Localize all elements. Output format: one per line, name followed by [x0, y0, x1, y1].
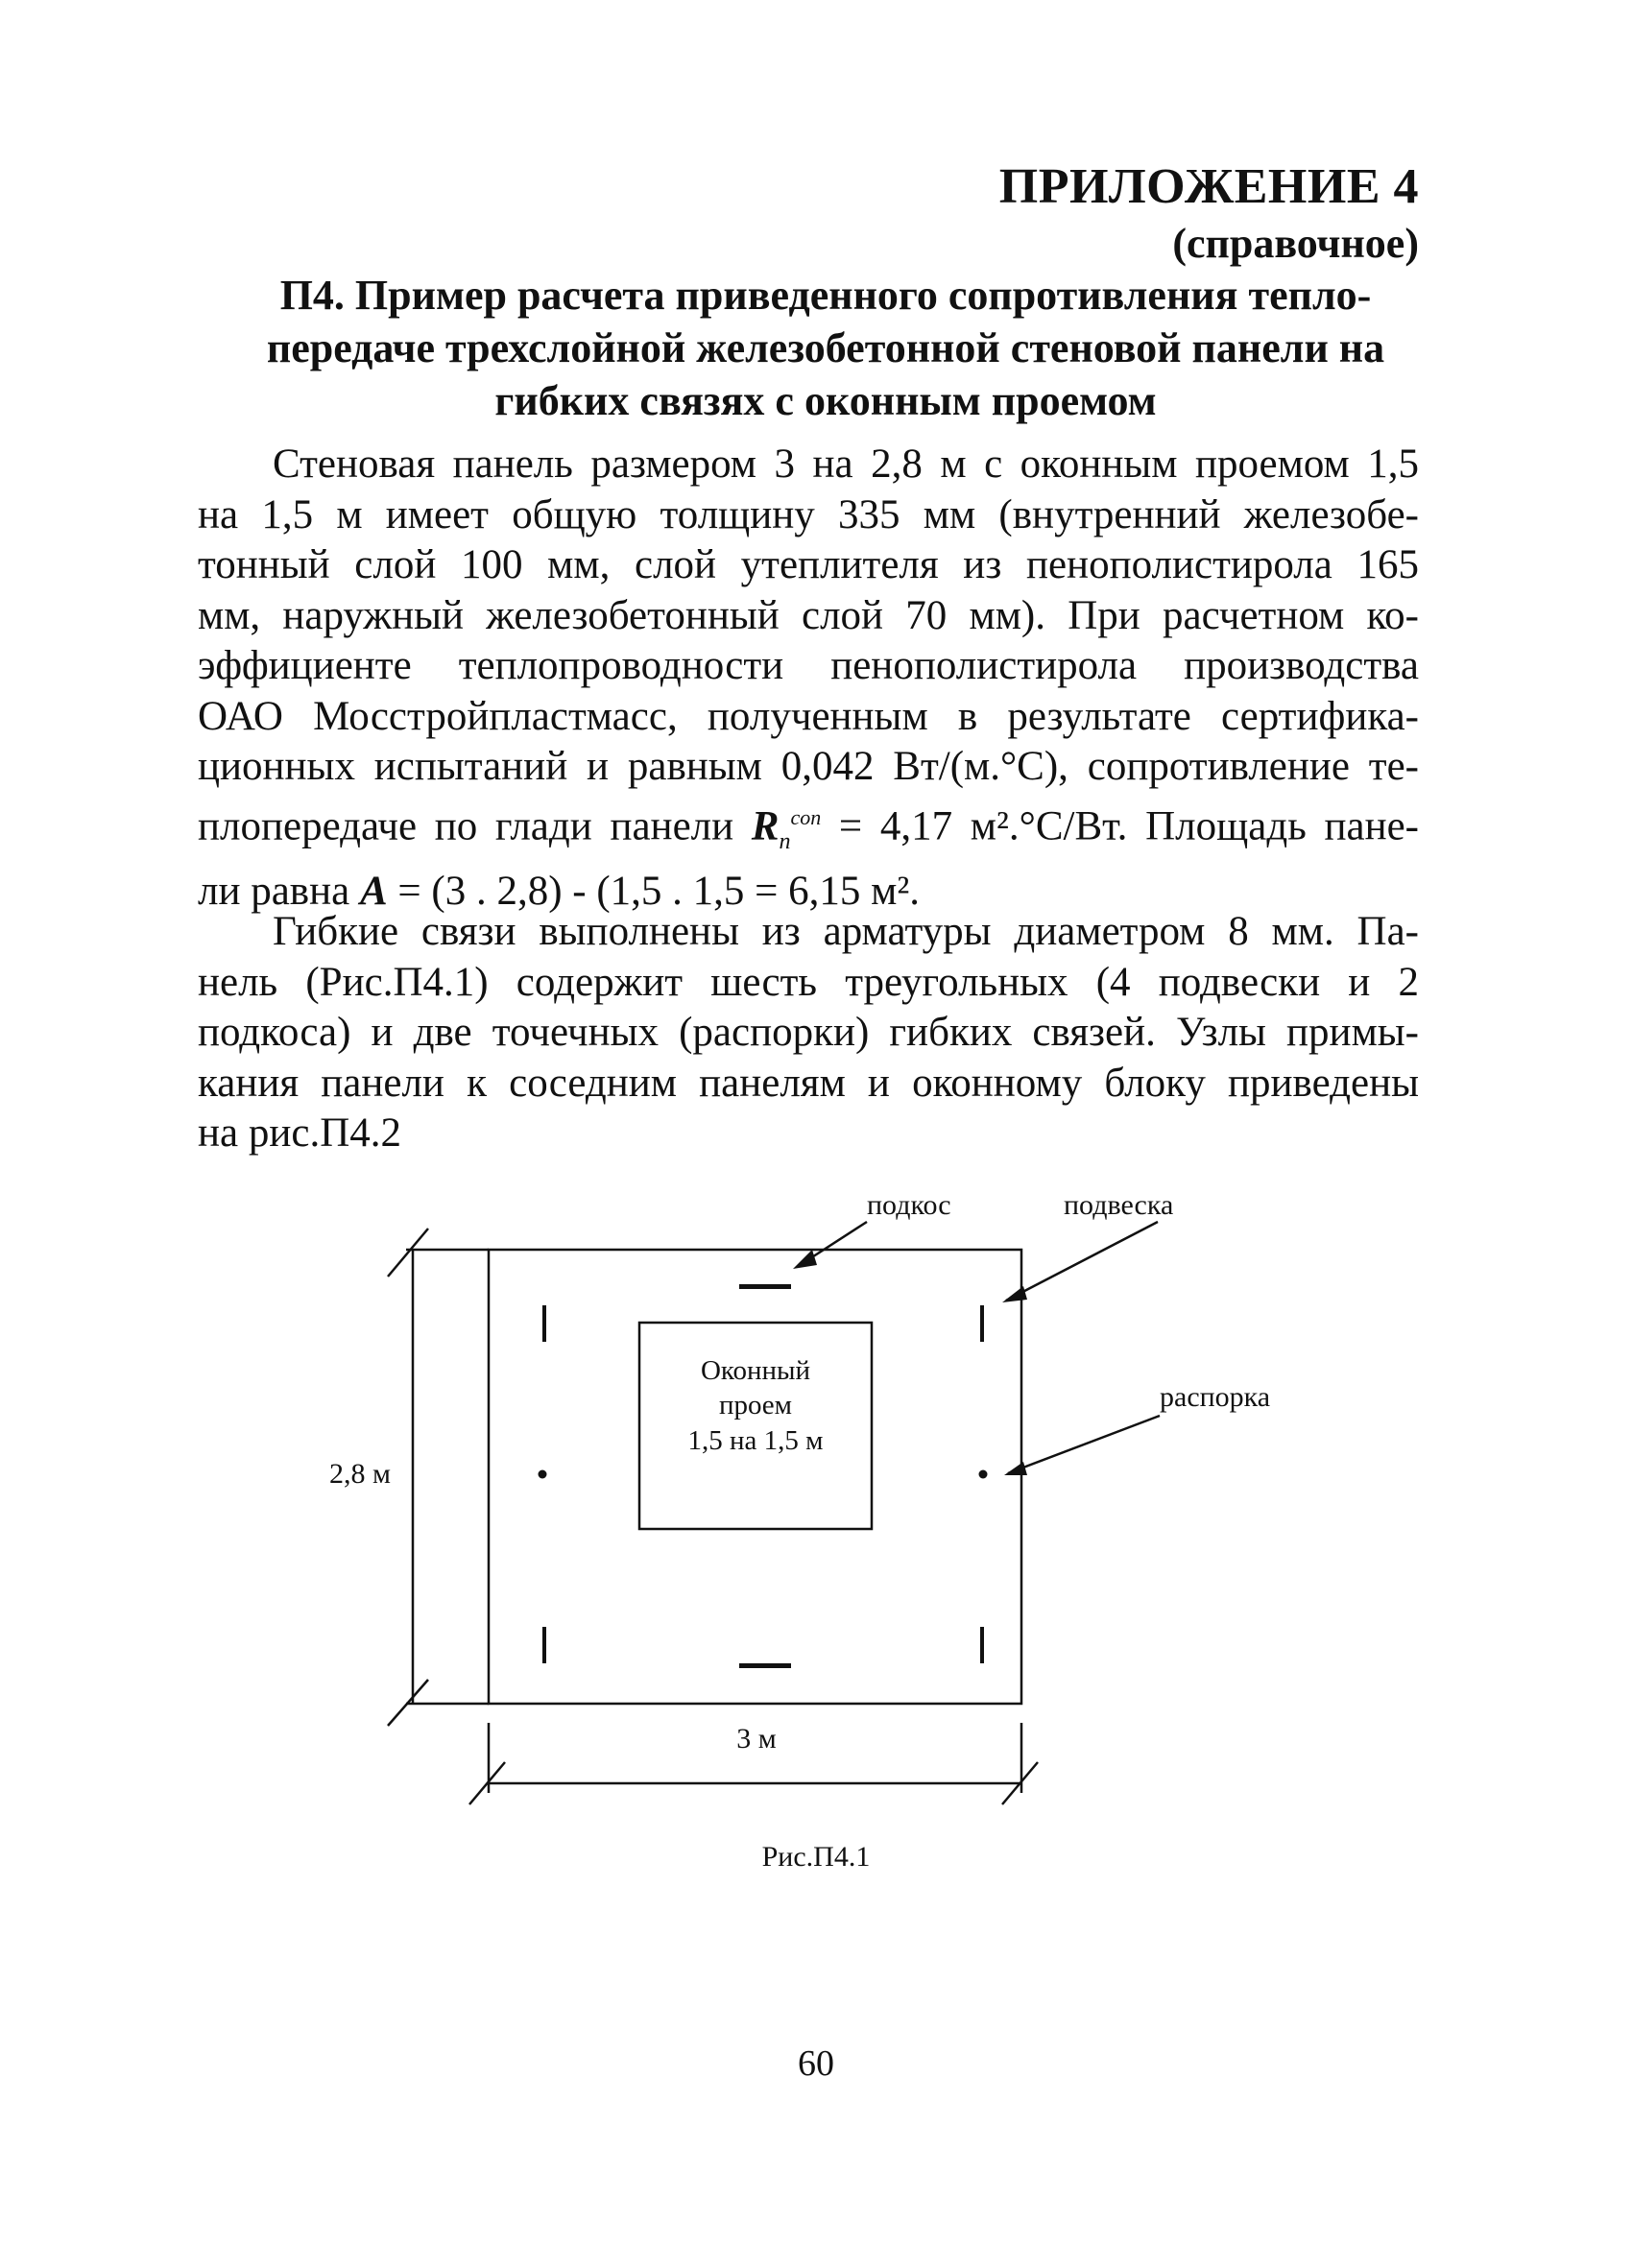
podveska-label: подвеска	[1064, 1189, 1174, 1221]
podveska-arrowhead	[1002, 1286, 1027, 1302]
dimension-tick	[469, 1762, 505, 1804]
podkos-arrowhead	[793, 1250, 817, 1269]
rasporka-arrowhead	[1004, 1462, 1027, 1475]
width-dimension-label: 3 м	[736, 1723, 777, 1755]
podveska-tie-top-left	[542, 1305, 546, 1342]
panel-outline	[489, 1250, 1021, 1704]
podveska-tie-bottom-right	[980, 1627, 984, 1663]
podkos-tie-top	[739, 1284, 791, 1289]
paragraph-panel-description	[198, 440, 1419, 917]
section-heading-line: П4. Пример расчета приведенного сопротивления тепло-	[279, 272, 1372, 319]
podveska-tie-top-right	[980, 1305, 984, 1342]
paragraph-flexible-ties	[198, 907, 1419, 1159]
height-dimension-label: 2,8 м	[329, 1458, 391, 1490]
paragraph-line: кания панели к соседним панелям и оконному блоку приведены	[198, 1060, 1419, 1106]
appendix-subtitle: (справочное)	[1172, 220, 1419, 267]
window-label-line: Оконный	[700, 1355, 811, 1386]
rasporka-label: распорка	[1160, 1381, 1271, 1413]
window-opening	[639, 1323, 872, 1529]
rasporka-tie-right	[979, 1470, 988, 1479]
window-label-line: проем	[718, 1390, 793, 1420]
paragraph-line: мм, наружный железобетонный слой 70 мм). При расчетном ко-	[198, 592, 1419, 638]
paragraph-line: эффициенте теплопроводности пенополистирола производства	[198, 643, 1419, 688]
formula-superscript: con	[790, 804, 822, 829]
paragraph-line: ционных испытаний и равным 0,042 Вт/(м.°С), сопротивление те-	[198, 744, 1419, 789]
formula-symbol-r: R	[751, 802, 780, 848]
text-fragment: ли равна	[198, 868, 360, 914]
rasporka-leader-line	[1008, 1416, 1160, 1473]
paragraph-line: Стеновая панель размером 3 на 2,8 м с оконным проемом 1,5	[273, 442, 1419, 487]
paragraph-line: подкоса) и две точечных (распорки) гибких связей. Узлы примы-	[198, 1010, 1419, 1055]
dimension-tick	[1002, 1762, 1038, 1804]
section-heading	[230, 269, 1421, 427]
section-heading-line: гибких связях с оконным проемом	[494, 377, 1157, 424]
formula-symbol-a: A	[359, 868, 388, 914]
paragraph-line: нель (Рис.П4.1) содержит шесть треугольных (4 подвески и 2	[198, 959, 1419, 1005]
podveska-tie-bottom-left	[542, 1627, 546, 1663]
podkos-leader-line	[804, 1222, 867, 1262]
text-fragment: = (3 . 2,8) - (1,5 . 1,5 = 6,15 м².	[387, 868, 921, 914]
text-fragment: = 4,17 м².°С/Вт. Площадь пане-	[821, 802, 1419, 848]
podkos-tie-bottom	[739, 1663, 791, 1668]
section-heading-line: передаче трехслойной железобетонной стеновой панели на	[266, 324, 1385, 371]
paragraph-line: на рис.П4.2	[198, 1110, 401, 1156]
paragraph-line: Гибкие связи выполнены из арматуры диаметром 8 мм. Па-	[273, 909, 1419, 954]
podkos-label: подкос	[867, 1189, 951, 1221]
window-label-line: 1,5 на 1,5 м	[687, 1425, 824, 1456]
paragraph-line: тонный слой 100 мм, слой утеплителя из пенополистирола 165	[198, 542, 1419, 587]
appendix-title: ПРИЛОЖЕНИЕ 4	[998, 159, 1419, 214]
podveska-leader-line	[1006, 1222, 1158, 1301]
paragraph-line: ОАО Мосстройпластмасс, полученным в результате сертифика-	[198, 693, 1419, 739]
paragraph-line	[198, 793, 1419, 867]
dimension-tick	[388, 1229, 428, 1277]
page-number: 60	[798, 2043, 834, 2084]
formula-subscript: n	[779, 828, 791, 854]
text-fragment: плопередаче по глади панели	[198, 802, 752, 848]
paragraph-line: на 1,5 м имеет общую толщину 335 мм (внутренний железобе-	[198, 491, 1419, 537]
figure-caption: Рис.П4.1	[761, 1841, 871, 1873]
dimension-tick	[388, 1680, 428, 1726]
rasporka-tie-left	[539, 1470, 547, 1479]
